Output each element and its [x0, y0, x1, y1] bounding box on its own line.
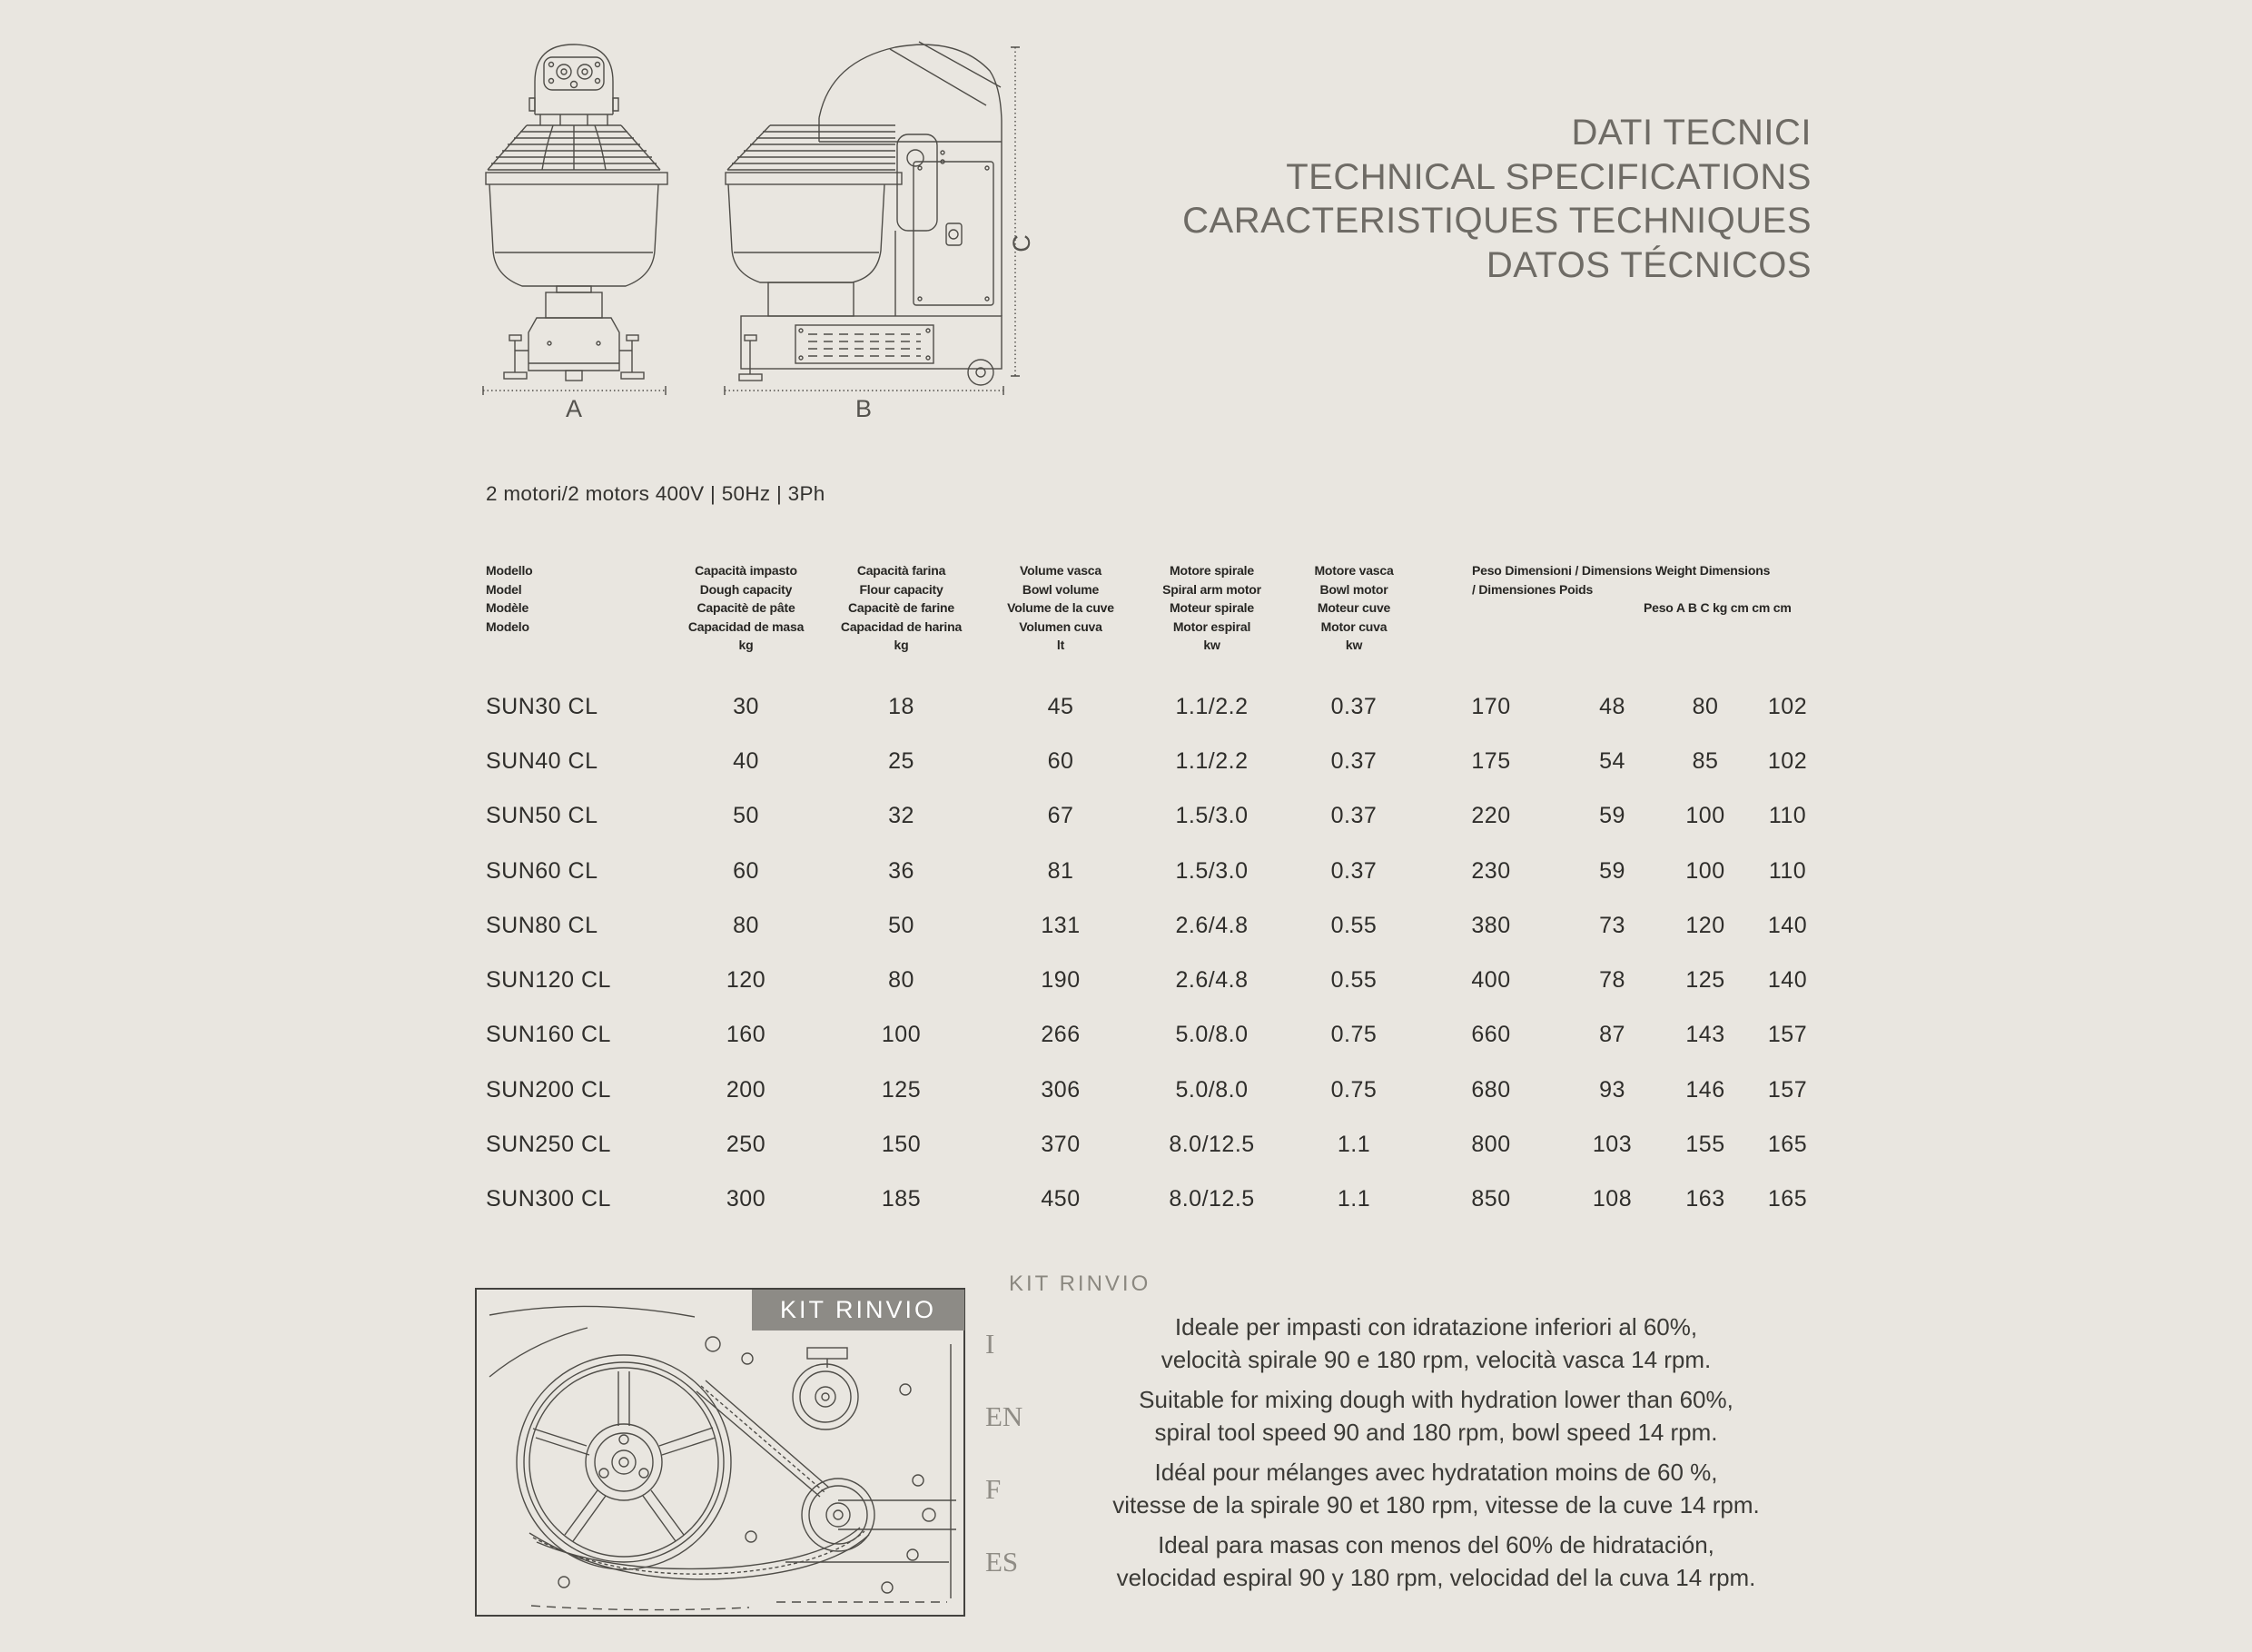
cell-c: 110: [1768, 803, 1807, 829]
header-line: Capacitè de farine: [848, 600, 954, 615]
cell-c: 165: [1767, 1132, 1808, 1158]
cell-weight: 850: [1471, 1186, 1511, 1212]
cell-a: 93: [1599, 1076, 1625, 1103]
cell-bowl_kw: 0.75: [1330, 1022, 1378, 1048]
kit-paragraph-french: [985, 1457, 1834, 1521]
cell-dough: 120: [726, 967, 766, 994]
mixer-side-view-drawing: [717, 35, 1062, 425]
paragraph-line: velocidad espiral 90 y 180 rpm, velocidad del la cuva 14 rpm.: [1116, 1563, 1756, 1591]
table-row: [486, 679, 1830, 734]
dimension-b-label: B: [854, 395, 873, 422]
cell-dough: 200: [726, 1076, 766, 1103]
cell-bowl_kw: 0.75: [1330, 1076, 1378, 1103]
title-line: TECHNICAL SPECIFICATIONS: [1286, 156, 1812, 197]
belt-drive-sketch: [477, 1290, 963, 1615]
header-line: kg: [738, 638, 754, 652]
cell-model: SUN300 CL: [486, 1186, 611, 1212]
header-line: Modelo: [486, 618, 529, 634]
cell-volume: 370: [1041, 1132, 1081, 1158]
cell-c: 102: [1767, 747, 1808, 774]
table-row: [486, 1172, 1830, 1227]
cell-flour: 100: [881, 1022, 922, 1048]
header-line: Motore vasca: [1314, 563, 1394, 578]
cell-dough: 40: [733, 747, 759, 774]
dimension-c-label: C: [1008, 234, 1035, 252]
cell-volume: 450: [1041, 1186, 1081, 1212]
cell-bowl_kw: 1.1: [1337, 1132, 1371, 1158]
cell-b: 146: [1685, 1076, 1725, 1103]
cell-dough: 80: [733, 912, 759, 938]
cell-b: 85: [1692, 747, 1719, 774]
cell-b: 163: [1685, 1186, 1725, 1212]
header-line: Bowl volume: [1022, 581, 1100, 597]
cell-volume: 67: [1047, 803, 1074, 829]
cell-a: 59: [1599, 803, 1625, 829]
cell-spiral: 5.0/8.0: [1175, 1022, 1249, 1048]
cell-b: 125: [1685, 967, 1725, 994]
table-row: [486, 953, 1830, 1007]
cell-volume: 266: [1041, 1022, 1081, 1048]
cell-bowl_kw: 0.37: [1330, 747, 1378, 774]
header-line: lt: [1056, 638, 1065, 652]
cell-dough: 300: [726, 1186, 766, 1212]
cell-model: SUN50 CL: [486, 803, 598, 829]
header-line: Capacitè de pâte: [696, 600, 795, 615]
kit-paragraph-text: [1038, 1529, 1834, 1594]
cell-a: 103: [1592, 1132, 1633, 1158]
header-line: Capacità impasto: [695, 563, 797, 578]
cell-weight: 170: [1471, 693, 1511, 719]
cell-c: 102: [1767, 693, 1808, 719]
kit-paragraph-spanish: [985, 1529, 1834, 1594]
cell-model: SUN160 CL: [486, 1022, 611, 1048]
cell-c: 165: [1767, 1186, 1808, 1212]
header-line: Peso Dimensioni / Dimensions Weight Dimensions: [1472, 563, 1771, 578]
language-label-spanish: ES: [985, 1545, 1019, 1578]
paragraph-line: spiral tool speed 90 and 180 rpm, bowl speed 14 rpm.: [1154, 1418, 1718, 1446]
cell-a: 59: [1599, 857, 1625, 884]
cell-weight: 400: [1471, 967, 1511, 994]
cell-c: 140: [1767, 912, 1808, 938]
paragraph-line: velocità spirale 90 e 180 rpm, velocità vasca 14 rpm.: [1161, 1345, 1712, 1373]
cell-bowl_kw: 0.55: [1330, 967, 1378, 994]
paragraph-line: Idéal pour mélanges avec hydratation moins de 60 %,: [1154, 1459, 1718, 1486]
cell-flour: 50: [888, 912, 914, 938]
header-line: / Dimensiones Poids: [1472, 581, 1594, 597]
cell-bowl_kw: 0.37: [1330, 803, 1378, 829]
cell-dough: 60: [733, 857, 759, 884]
kit-paragraph-text: [1038, 1311, 1834, 1376]
cell-flour: 150: [881, 1132, 922, 1158]
cell-spiral: 1.5/3.0: [1175, 857, 1249, 884]
header-line: Motore spirale: [1170, 563, 1254, 578]
cell-volume: 45: [1047, 693, 1074, 719]
table-row: [486, 1117, 1830, 1172]
header-line: Flour capacity: [859, 581, 943, 597]
cell-flour: 125: [881, 1076, 922, 1103]
cell-bowl_kw: 0.37: [1330, 857, 1378, 884]
table-row: [486, 1008, 1830, 1063]
cell-b: 100: [1685, 803, 1725, 829]
header-line: Spiral arm motor: [1162, 581, 1261, 597]
table-body: [486, 679, 1830, 1227]
title-line: DATOS TÉCNICOS: [1486, 244, 1812, 285]
header-line: Volumen cuva: [1019, 618, 1102, 634]
cell-weight: 230: [1471, 857, 1511, 884]
cell-spiral: 1.5/3.0: [1175, 803, 1249, 829]
header-line: Model: [486, 581, 522, 597]
cell-dough: 160: [726, 1022, 766, 1048]
cell-flour: 18: [888, 693, 914, 719]
cell-volume: 81: [1047, 857, 1074, 884]
header-line: Modello: [486, 563, 533, 578]
cell-c: 157: [1767, 1076, 1808, 1103]
cell-c: 110: [1768, 857, 1807, 884]
table-header: [486, 561, 1830, 655]
table-row: [486, 844, 1830, 898]
header-model: [486, 561, 672, 655]
cell-dough: 30: [733, 693, 759, 719]
kit-paragraph-italian: [985, 1311, 1834, 1376]
header-line: Bowl motor: [1319, 581, 1388, 597]
cell-a: 78: [1599, 967, 1625, 994]
table-row: [486, 734, 1830, 788]
header-line: Volume vasca: [1020, 563, 1101, 578]
page-title: [1182, 111, 1812, 287]
cell-bowl_kw: 1.1: [1337, 1186, 1371, 1212]
cell-a: 48: [1599, 693, 1625, 719]
cell-flour: 25: [888, 747, 914, 774]
cell-volume: 131: [1041, 912, 1081, 938]
cell-model: SUN250 CL: [486, 1132, 611, 1158]
header-bowl-volume: [983, 561, 1139, 655]
cell-model: SUN60 CL: [486, 857, 598, 884]
cell-volume: 190: [1041, 967, 1081, 994]
header-line: Peso A B C kg cm cm cm: [1644, 600, 1792, 615]
header-line: kg: [894, 638, 909, 652]
cell-dough: 250: [726, 1132, 766, 1158]
cell-c: 140: [1767, 967, 1808, 994]
cell-weight: 800: [1471, 1132, 1511, 1158]
header-dough-capacity: [672, 561, 820, 655]
header-line: kw: [1345, 638, 1363, 652]
header-flour-capacity: [820, 561, 983, 655]
header-bowl-motor: [1285, 561, 1423, 655]
cell-weight: 175: [1471, 747, 1511, 774]
cell-b: 143: [1685, 1022, 1725, 1048]
paragraph-line: Ideal para masas con menos del 60% de hidratación,: [1158, 1531, 1714, 1558]
cell-spiral: 1.1/2.2: [1175, 693, 1249, 719]
dimension-a-label: A: [565, 395, 583, 422]
cell-model: SUN120 CL: [486, 967, 611, 994]
cell-weight: 680: [1471, 1076, 1511, 1103]
header-line: Capacidad de harina: [840, 618, 963, 634]
cell-b: 80: [1692, 693, 1719, 719]
table-row: [486, 898, 1830, 953]
cell-bowl_kw: 0.55: [1330, 912, 1378, 938]
header-weight-dimensions: [1423, 561, 1830, 655]
cell-spiral: 5.0/8.0: [1175, 1076, 1249, 1103]
cell-weight: 660: [1471, 1022, 1511, 1048]
paragraph-line: vitesse de la spirale 90 et 180 rpm, vitesse de la cuve 14 rpm.: [1112, 1490, 1760, 1518]
cell-a: 73: [1599, 912, 1625, 938]
cell-model: SUN200 CL: [486, 1076, 611, 1103]
cell-spiral: 2.6/4.8: [1175, 912, 1249, 938]
language-label-italian: I: [985, 1327, 995, 1360]
cell-flour: 32: [888, 803, 914, 829]
header-line: Motor espiral: [1172, 618, 1251, 634]
kit-rinvio-drawing-box: [475, 1288, 965, 1617]
cell-model: SUN30 CL: [486, 693, 598, 719]
cell-weight: 380: [1471, 912, 1511, 938]
cell-c: 157: [1767, 1022, 1808, 1048]
cell-volume: 306: [1041, 1076, 1081, 1103]
header-line: Moteur spirale: [1170, 600, 1254, 615]
cell-b: 155: [1685, 1132, 1725, 1158]
cell-spiral: 8.0/12.5: [1169, 1132, 1255, 1158]
cell-model: SUN40 CL: [486, 747, 598, 774]
cell-a: 108: [1592, 1186, 1633, 1212]
kit-paragraph-english: [985, 1384, 1834, 1449]
paragraph-line: Suitable for mixing dough with hydration lower than 60%,: [1139, 1386, 1733, 1413]
header-line: Modèle: [486, 600, 529, 615]
kit-rinvio-section: [985, 1271, 1834, 1602]
cell-spiral: 2.6/4.8: [1175, 967, 1249, 994]
cell-flour: 36: [888, 857, 914, 884]
mixer-front-view-drawing: [477, 35, 677, 425]
header-line: Capacità farina: [856, 563, 946, 578]
header-line: Moteur cuve: [1317, 600, 1391, 615]
language-label-french: F: [985, 1472, 1002, 1505]
header-spiral-motor: [1139, 561, 1285, 655]
cell-b: 100: [1685, 857, 1725, 884]
kit-rinvio-box-label: KIT RINVIO: [752, 1290, 964, 1331]
header-line: Capacidad de masa: [687, 618, 805, 634]
cell-a: 87: [1599, 1022, 1625, 1048]
paragraph-line: Ideale per impasti con idratazione inferiori al 60%,: [1174, 1313, 1698, 1340]
kit-paragraph-text: [1038, 1457, 1834, 1521]
cell-model: SUN80 CL: [486, 912, 598, 938]
cell-spiral: 1.1/2.2: [1175, 747, 1249, 774]
kit-rinvio-heading: KIT RINVIO: [1009, 1271, 1151, 1296]
motor-spec-subtitle: 2 motori/2 motors 400V | 50Hz | 3Ph: [486, 482, 825, 505]
cell-dough: 50: [733, 803, 759, 829]
cell-flour: 185: [881, 1186, 922, 1212]
header-line: Volume de la cuve: [1007, 600, 1114, 615]
cell-weight: 220: [1471, 803, 1511, 829]
table-row: [486, 789, 1830, 844]
cell-bowl_kw: 0.37: [1330, 693, 1378, 719]
header-line: Motor cuva: [1320, 618, 1388, 634]
cell-spiral: 8.0/12.5: [1169, 1186, 1255, 1212]
title-line: DATI TECNICI: [1571, 113, 1812, 153]
cell-b: 120: [1685, 912, 1725, 938]
cell-volume: 60: [1047, 747, 1074, 774]
language-label-english: EN: [985, 1400, 1023, 1432]
title-line: CARACTERISTIQUES TECHNIQUES: [1182, 201, 1812, 241]
header-line: Dough capacity: [699, 581, 793, 597]
table-row: [486, 1063, 1830, 1117]
cell-flour: 80: [888, 967, 914, 994]
header-line: kw: [1203, 638, 1220, 652]
cell-a: 54: [1599, 747, 1625, 774]
kit-paragraph-text: [1038, 1384, 1834, 1449]
